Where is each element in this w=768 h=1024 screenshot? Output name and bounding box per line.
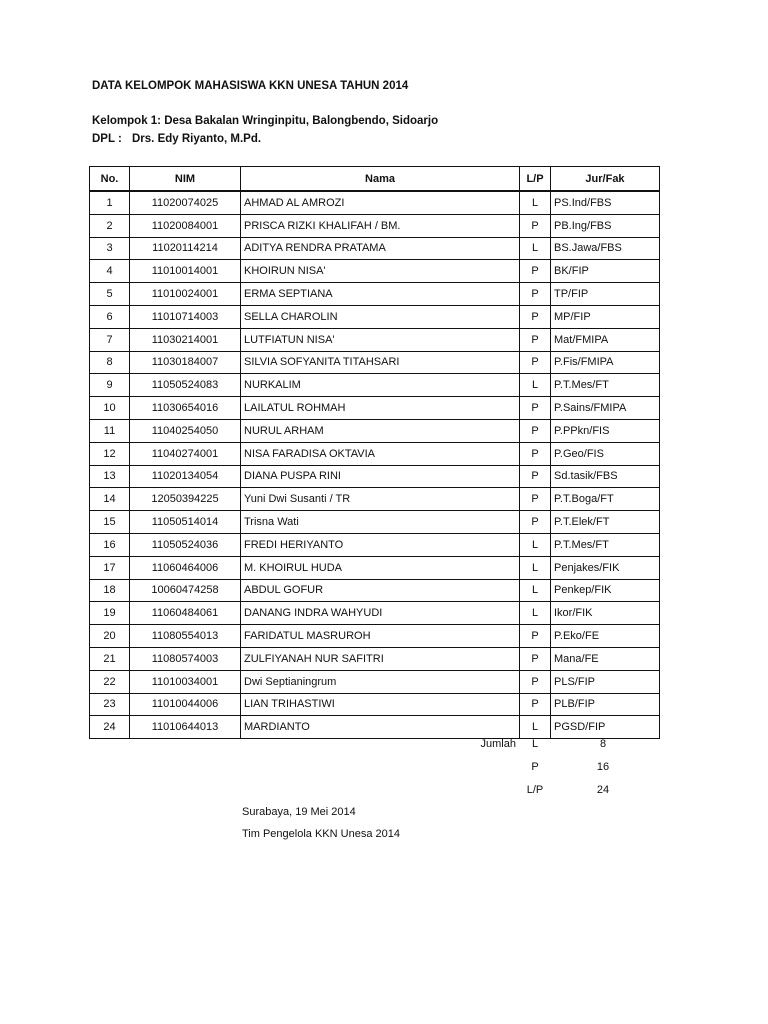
- cell-nim: 11040274001: [130, 442, 241, 465]
- cell-jurfak: P.T.Elek/FT: [551, 511, 660, 534]
- cell-no: 16: [90, 533, 130, 556]
- cell-nama: ERMA SEPTIANA: [241, 283, 520, 306]
- header-no: No.: [90, 167, 130, 192]
- cell-no: 2: [90, 214, 130, 237]
- cell-jurfak: P.Eko/FE: [551, 625, 660, 648]
- header-nim: NIM: [130, 167, 241, 192]
- cell-nama: SILVIA SOFYANITA TITAHSARI: [241, 351, 520, 374]
- dpl-name: Drs. Edy Riyanto, M.Pd.: [132, 133, 262, 145]
- table-row: [90, 716, 660, 739]
- cell-lp: P: [520, 351, 551, 374]
- cell-nim: 11050514014: [130, 511, 241, 534]
- cell-lp: L: [520, 556, 551, 579]
- cell-no: 15: [90, 511, 130, 534]
- dpl-info: [92, 133, 261, 145]
- footer-city-date: Surabaya, 19 Mei 2014: [242, 806, 356, 818]
- cell-jurfak: P.Sains/FMIPA: [551, 397, 660, 420]
- cell-no: 17: [90, 556, 130, 579]
- cell-nim: 11020134054: [130, 465, 241, 488]
- cell-jurfak: TP/FIP: [551, 283, 660, 306]
- cell-nama: AHMAD AL AMROZI: [241, 191, 520, 214]
- cell-no: 8: [90, 351, 130, 374]
- cell-nama: MARDIANTO: [241, 716, 520, 739]
- cell-jurfak: Sd.tasik/FBS: [551, 465, 660, 488]
- student-table: [89, 166, 660, 739]
- cell-jurfak: PLB/FIP: [551, 693, 660, 716]
- cell-jurfak: PGSD/FIP: [551, 716, 660, 739]
- cell-nama: NURKALIM: [241, 374, 520, 397]
- cell-jurfak: P.Geo/FIS: [551, 442, 660, 465]
- cell-lp: P: [520, 283, 551, 306]
- header-jurfak: Jur/Fak: [551, 167, 660, 192]
- cell-jurfak: BK/FIP: [551, 260, 660, 283]
- cell-nama: NURUL ARHAM: [241, 419, 520, 442]
- cell-no: 12: [90, 442, 130, 465]
- table-body: [90, 191, 660, 739]
- cell-lp: P: [520, 328, 551, 351]
- cell-nim: 11080574003: [130, 647, 241, 670]
- cell-lp: P: [520, 305, 551, 328]
- cell-jurfak: PS.Ind/FBS: [551, 191, 660, 214]
- cell-nama: Dwi Septianingrum: [241, 670, 520, 693]
- cell-lp: P: [520, 670, 551, 693]
- table-row: [90, 533, 660, 556]
- cell-nim: 11030654016: [130, 397, 241, 420]
- cell-no: 14: [90, 488, 130, 511]
- table-row: [90, 283, 660, 306]
- cell-nama: NISA FARADISA OKTAVIA: [241, 442, 520, 465]
- table-row: [90, 374, 660, 397]
- table-row: [90, 214, 660, 237]
- cell-lp: L: [520, 579, 551, 602]
- cell-no: 5: [90, 283, 130, 306]
- cell-lp: P: [520, 647, 551, 670]
- table-row: [90, 647, 660, 670]
- cell-no: 6: [90, 305, 130, 328]
- table-row: [90, 488, 660, 511]
- cell-nama: ADITYA RENDRA PRATAMA: [241, 237, 520, 260]
- table-row: [90, 328, 660, 351]
- cell-lp: P: [520, 419, 551, 442]
- cell-nim: 11020114214: [130, 237, 241, 260]
- table-row: [90, 511, 660, 534]
- cell-nim: 11080554013: [130, 625, 241, 648]
- cell-nim: 11010714003: [130, 305, 241, 328]
- cell-jurfak: P.T.Boga/FT: [551, 488, 660, 511]
- cell-nim: 11020074025: [130, 191, 241, 214]
- cell-nama: PRISCA RIZKI KHALIFAH / BM.: [241, 214, 520, 237]
- cell-no: 20: [90, 625, 130, 648]
- cell-nama: DIANA PUSPA RINI: [241, 465, 520, 488]
- cell-no: 19: [90, 602, 130, 625]
- table-row: [90, 693, 660, 716]
- cell-nim: 11010044006: [130, 693, 241, 716]
- cell-no: 3: [90, 237, 130, 260]
- table-row: [90, 419, 660, 442]
- cell-no: 24: [90, 716, 130, 739]
- cell-lp: L: [520, 191, 551, 214]
- cell-jurfak: P.T.Mes/FT: [551, 533, 660, 556]
- cell-nim: 11060484061: [130, 602, 241, 625]
- header-nama: Nama: [241, 167, 520, 192]
- cell-no: 10: [90, 397, 130, 420]
- cell-lp: P: [520, 693, 551, 716]
- table-row: [90, 351, 660, 374]
- cell-lp: P: [520, 442, 551, 465]
- cell-no: 22: [90, 670, 130, 693]
- cell-nama: ABDUL GOFUR: [241, 579, 520, 602]
- cell-nama: M. KHOIRUL HUDA: [241, 556, 520, 579]
- table-row: [90, 556, 660, 579]
- table-row: [90, 237, 660, 260]
- cell-jurfak: BS.Jawa/FBS: [551, 237, 660, 260]
- cell-lp: P: [520, 488, 551, 511]
- cell-no: 21: [90, 647, 130, 670]
- cell-nama: FREDI HERIYANTO: [241, 533, 520, 556]
- table-row: [90, 260, 660, 283]
- cell-nim: 11010024001: [130, 283, 241, 306]
- cell-jurfak: MP/FIP: [551, 305, 660, 328]
- summary-value-l: 8: [599, 738, 607, 750]
- table-row: [90, 191, 660, 214]
- cell-lp: L: [520, 602, 551, 625]
- cell-jurfak: P.T.Mes/FT: [551, 374, 660, 397]
- cell-nim: 12050394225: [130, 488, 241, 511]
- cell-lp: P: [520, 625, 551, 648]
- summary-label: Jumlah: [480, 738, 516, 750]
- cell-jurfak: Mana/FE: [551, 647, 660, 670]
- cell-lp: P: [520, 260, 551, 283]
- cell-no: 13: [90, 465, 130, 488]
- cell-jurfak: Ikor/FIK: [551, 602, 660, 625]
- cell-nama: ZULFIYANAH NUR SAFITRI: [241, 647, 520, 670]
- cell-jurfak: P.Fis/FMIPA: [551, 351, 660, 374]
- table-row: [90, 625, 660, 648]
- cell-nama: Trisna Wati: [241, 511, 520, 534]
- footer-organizer: Tim Pengelola KKN Unesa 2014: [242, 828, 400, 840]
- table-row: [90, 579, 660, 602]
- table-row: [90, 670, 660, 693]
- cell-nim: 11060464006: [130, 556, 241, 579]
- cell-nim: 10060474258: [130, 579, 241, 602]
- cell-jurfak: PB.Ing/FBS: [551, 214, 660, 237]
- cell-nama: FARIDATUL MASRUROH: [241, 625, 520, 648]
- header-lp: L/P: [520, 167, 551, 192]
- cell-nim: 11050524083: [130, 374, 241, 397]
- cell-lp: P: [520, 511, 551, 534]
- summary-value-p: 16: [596, 761, 610, 773]
- cell-lp: P: [520, 214, 551, 237]
- table-row: [90, 305, 660, 328]
- cell-nama: LUTFIATUN NISA': [241, 328, 520, 351]
- cell-nama: LAILATUL ROHMAH: [241, 397, 520, 420]
- cell-no: 7: [90, 328, 130, 351]
- summary-code-p: P: [531, 761, 539, 773]
- cell-lp: L: [520, 533, 551, 556]
- cell-nim: 11050524036: [130, 533, 241, 556]
- cell-nama: DANANG INDRA WAHYUDI: [241, 602, 520, 625]
- cell-jurfak: Mat/FMIPA: [551, 328, 660, 351]
- table-row: [90, 465, 660, 488]
- cell-jurfak: P.PPkn/FIS: [551, 419, 660, 442]
- cell-nama: Yuni Dwi Susanti / TR: [241, 488, 520, 511]
- summary-value-total: 24: [596, 784, 610, 796]
- document-title: DATA KELOMPOK MAHASISWA KKN UNESA TAHUN 2014: [92, 80, 409, 92]
- cell-jurfak: PLS/FIP: [551, 670, 660, 693]
- cell-no: 18: [90, 579, 130, 602]
- cell-lp: L: [520, 716, 551, 739]
- cell-no: 4: [90, 260, 130, 283]
- kelompok-info: Kelompok 1: Desa Bakalan Wringinpitu, Balongbendo, Sidoarjo: [92, 115, 439, 127]
- table-row: [90, 442, 660, 465]
- cell-nim: 11010014001: [130, 260, 241, 283]
- summary-code-total: L/P: [526, 784, 544, 796]
- table-header-row: [90, 167, 660, 192]
- cell-no: 1: [90, 191, 130, 214]
- table-row: [90, 397, 660, 420]
- cell-lp: L: [520, 374, 551, 397]
- table-row: [90, 602, 660, 625]
- cell-nama: LIAN TRIHASTIWI: [241, 693, 520, 716]
- cell-lp: P: [520, 465, 551, 488]
- cell-no: 11: [90, 419, 130, 442]
- cell-nim: 11020084001: [130, 214, 241, 237]
- cell-nim: 11030184007: [130, 351, 241, 374]
- summary-code-l: L: [531, 738, 539, 750]
- cell-nim: 11040254050: [130, 419, 241, 442]
- cell-no: 9: [90, 374, 130, 397]
- cell-nama: KHOIRUN NISA': [241, 260, 520, 283]
- cell-nama: SELLA CHAROLIN: [241, 305, 520, 328]
- dpl-label: DPL :: [92, 133, 122, 145]
- cell-lp: L: [520, 237, 551, 260]
- cell-lp: P: [520, 397, 551, 420]
- cell-nim: 11030214001: [130, 328, 241, 351]
- cell-jurfak: Penjakes/FIK: [551, 556, 660, 579]
- cell-jurfak: Penkep/FIK: [551, 579, 660, 602]
- cell-no: 23: [90, 693, 130, 716]
- cell-nim: 11010034001: [130, 670, 241, 693]
- cell-nim: 11010644013: [130, 716, 241, 739]
